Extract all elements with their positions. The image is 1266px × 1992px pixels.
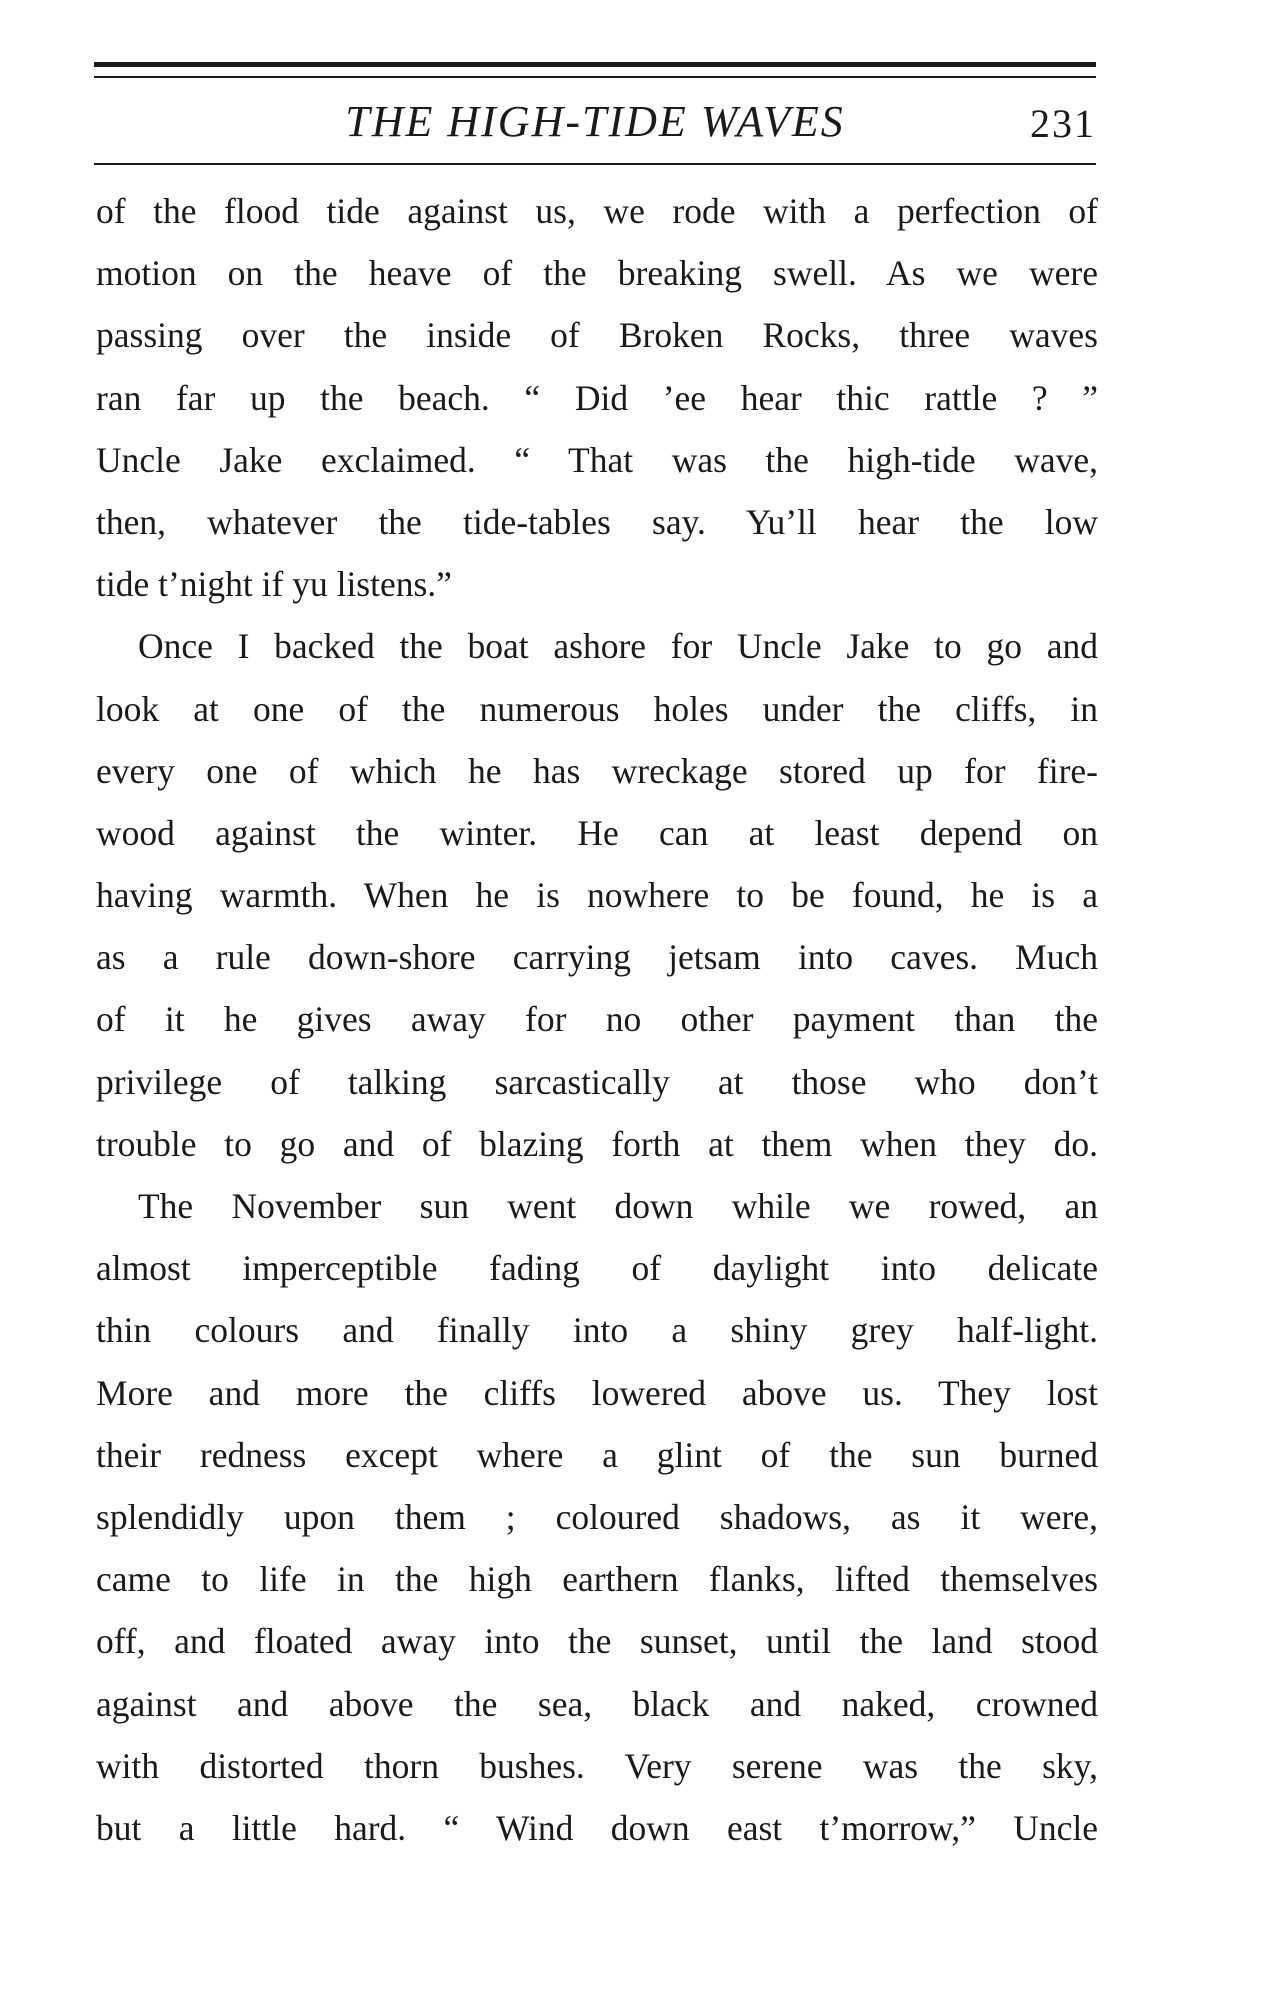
text-line: but a little hard. “ Wind down east t’morrow,” Uncle [96,1807,1098,1848]
text-line: More and more the cliffs lowered above us. They lost [96,1372,1098,1413]
top-rule-thick [94,62,1096,67]
text-line: privilege of talking sarcastically at those who don’t [96,1061,1098,1102]
text-line: passing over the inside of Broken Rocks, three waves [96,315,1098,356]
text-line: having warmth. When he is nowhere to be found, he is a [96,875,1098,916]
text-line: splendidly upon them ; coloured shadows, as it were, [96,1496,1098,1537]
running-head: THE HIGH-TIDE WAVES [345,97,845,146]
text-line: look at one of the numerous holes under the cliffs, in [96,688,1098,729]
text-line: then, whatever the tide-tables say. Yu’ll hear the low [96,501,1098,542]
text-line: The November sun went down while we rowed, an [138,1186,1098,1226]
text-line: ran far up the beach. “ Did ’ee hear thic rattle ? ” [96,377,1098,418]
text-line: Uncle Jake exclaimed. “ That was the high-tide wave, [96,439,1098,480]
text-line: almost imperceptible fading of daylight into delicate [96,1248,1098,1289]
body-text [96,180,1098,1859]
text-line: came to life in the high earthern flanks, lifted themselves [96,1559,1098,1600]
text-line: of it he gives away for no other payment than the [96,999,1098,1040]
text-line: thin colours and finally into a shiny grey half-light. [96,1310,1098,1351]
page-number: 231 [1030,101,1096,146]
text-line: against and above the sea, black and naked, crowned [96,1683,1098,1724]
text-line: as a rule down-shore carrying jetsam into caves. Much [96,937,1098,978]
text-line: trouble to go and of blazing forth at them when they do. [96,1123,1098,1164]
text-line: Once I backed the boat ashore for Uncle Jake to go and [138,626,1098,667]
text-line: every one of which he has wreckage stored up for fire- [96,750,1098,791]
text-line: motion on the heave of the breaking swell. As we were [96,253,1098,294]
top-rule-thin [94,76,1096,78]
text-line: their redness except where a glint of the sun burned [96,1434,1098,1475]
page-header [94,92,1096,152]
text-line: off, and floated away into the sunset, until the land stood [96,1621,1098,1662]
header-rule [94,163,1096,165]
text-line: of the flood tide against us, we rode with a perfection of [96,191,1098,231]
text-line: tide t’night if yu listens.” [96,564,452,605]
text-line: wood against the winter. He can at least depend on [96,812,1098,853]
text-line: with distorted thorn bushes. Very serene was the sky, [96,1745,1098,1786]
